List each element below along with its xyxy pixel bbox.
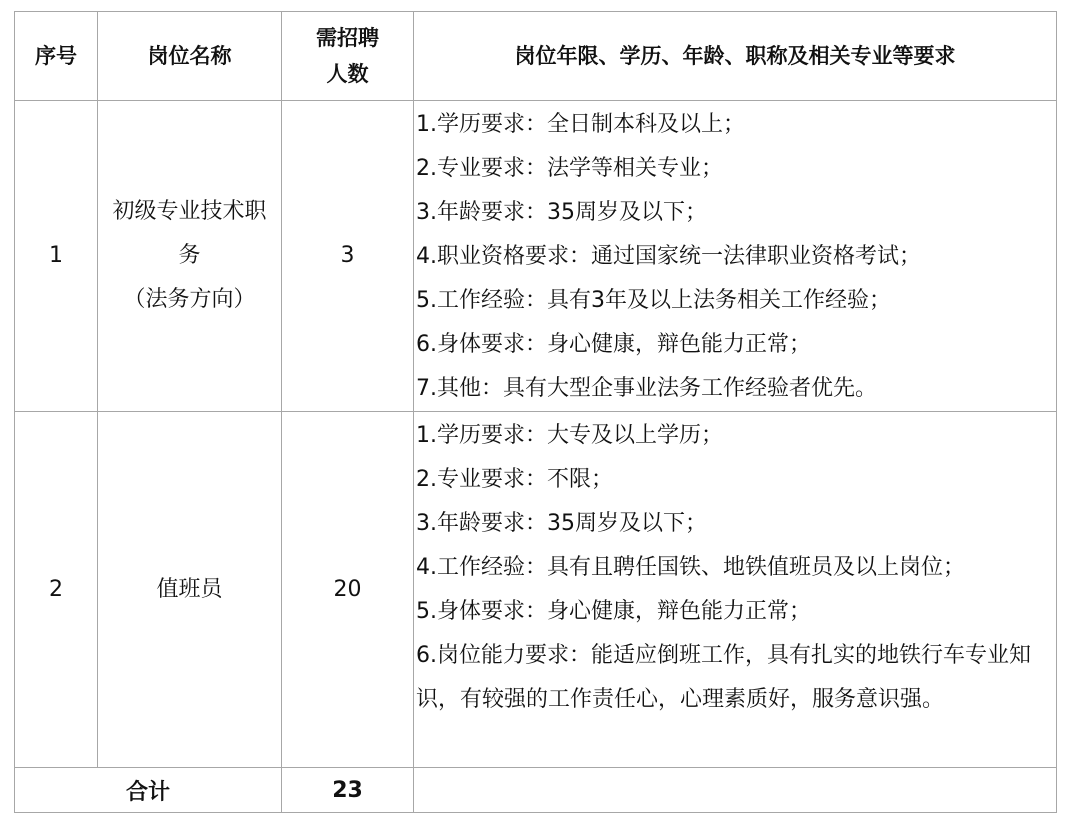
requirement-item: 3.年龄要求：35周岁及以下； xyxy=(416,200,707,225)
requirement-item: 1.学历要求：全日制本科及以上； xyxy=(416,112,745,137)
total-label: 合计 xyxy=(15,768,282,813)
row2-count: 20 xyxy=(282,412,414,768)
row1-count: 3 xyxy=(282,101,414,412)
requirement-item: 7.其他：具有大型企事业法务工作经验者优先。 xyxy=(416,376,877,401)
row2-requirements xyxy=(414,412,1057,768)
row1-name-line3: （法务方向） xyxy=(123,287,256,312)
requirement-item: 2.专业要求：法学等相关专业； xyxy=(416,156,723,181)
row2-seq: 2 xyxy=(15,412,98,768)
requirement-item: 5.工作经验：具有3年及以上法务相关工作经验； xyxy=(416,288,891,313)
total-count: 23 xyxy=(282,768,414,813)
header-count-line1: 需招聘 xyxy=(316,26,379,50)
requirement-item: 5.身体要求：身心健康，辩色能力正常； xyxy=(416,599,811,624)
row1-name-line1: 初级专业技术职 xyxy=(112,199,267,224)
row1-seq: 1 xyxy=(15,101,98,412)
header-seq: 序号 xyxy=(15,12,98,101)
table-row xyxy=(15,412,1057,768)
row1-name-line2: 务 xyxy=(178,243,201,268)
header-requirements: 岗位年限、学历、年龄、职称及相关专业等要求 xyxy=(414,12,1057,101)
header-count-line2: 人数 xyxy=(326,62,369,86)
row1-position-name xyxy=(98,101,282,412)
requirement-item: 6.身体要求：身心健康，辩色能力正常； xyxy=(416,332,811,357)
requirement-item: 4.工作经验：具有且聘任国铁、地铁值班员及以上岗位； xyxy=(416,555,965,580)
requirement-item: 3.年龄要求：35周岁及以下； xyxy=(416,511,707,536)
table-row xyxy=(15,101,1057,412)
requirement-item: 6.岗位能力要求：能适应倒班工作，具有扎实的地铁行车专业知识，有较强的工作责任心，心理素质好，服务意识强。 xyxy=(416,643,1031,712)
requirement-item: 1.学历要求：大专及以上学历； xyxy=(416,423,723,448)
recruitment-table xyxy=(14,11,1057,813)
total-row xyxy=(15,768,1057,813)
requirement-item: 2.专业要求：不限； xyxy=(416,467,613,492)
total-empty-cell xyxy=(414,768,1057,813)
header-count xyxy=(282,12,414,101)
row2-position-name: 值班员 xyxy=(98,412,282,768)
requirement-item: 4.职业资格要求：通过国家统一法律职业资格考试； xyxy=(416,244,921,269)
row1-requirements xyxy=(414,101,1057,412)
header-position-name: 岗位名称 xyxy=(98,12,282,101)
header-row xyxy=(15,12,1057,101)
